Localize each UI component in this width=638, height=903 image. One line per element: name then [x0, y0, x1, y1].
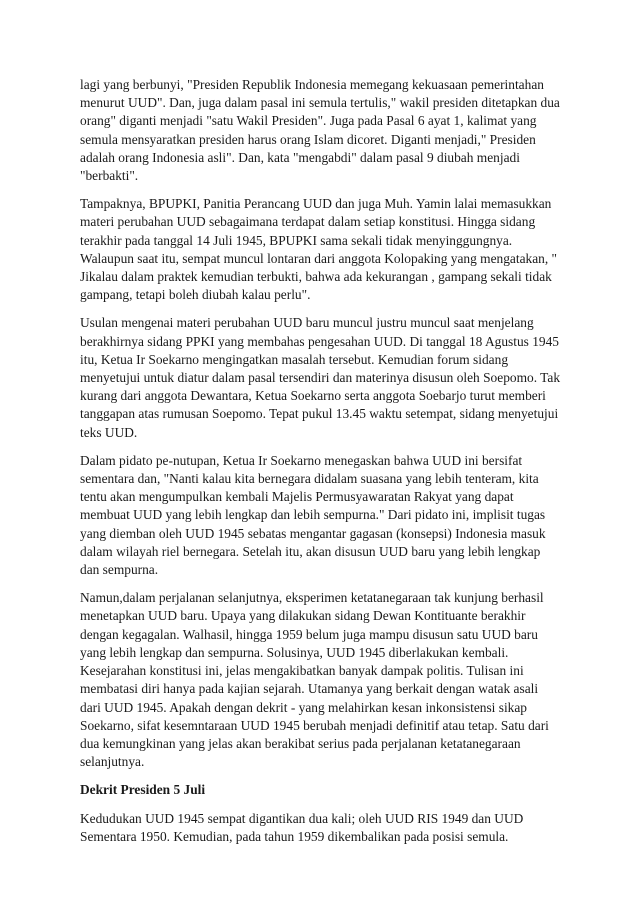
paragraph-2: Tampaknya, BPUPKI, Panitia Perancang UUD dan juga Muh. Yamin lalai memasukkan materi perubahan UUD sebagaimana terdapat dalam setiap konstitusi. Hingga sidang terakhir pada tanggal 14 Juli 1945, BPUPKI sama sekali tidak menyinggungnya. Walaupun saat itu, sempat muncul lontaran dari anggota Kolopaking yang mengatakan, " Jikalau dalam praktek kemudian terbukti, bahwa ada kekurangan , gampang sekali tidak gampang, tetapi boleh diubah kalau perlu". — [80, 196, 558, 303]
document-page — [80, 76, 562, 856]
paragraph-1: lagi yang berbunyi, "Presiden Republik Indonesia memegang kekuasaan pemerintahan menurut UUD". Dan, juga dalam pasal ini semula tertulis," wakil presiden ditetapkan dua orang" diganti menjadi "satu Wakil Presiden". Juga pada Pasal 6 ayat 1, kalimat yang semula mensyaratkan presiden harus orang Islam dicoret. Diganti menjadi," Presiden adalah orang Indonesia asli". Dan, kata "mengabdi" dalam pasal 9 diubah menjadi "berbakti". — [80, 77, 560, 184]
paragraph-6: Kedudukan UUD 1945 sempat digantikan dua kali; oleh UUD RIS 1949 dan UUD Sementara 1950. Kemudian, pada tahun 1959 dikembalikan pada posisi semula. — [80, 810, 524, 844]
paragraph-5: Namun,dalam perjalanan selanjutnya, eksperimen ketatanegaraan tak kunjung berhasil menetapkan UUD baru. Upaya yang dilakukan sidang Dewan Kontituante berakhir dengan kegagalan. Walhasil, hingga 1959 belum juga mampu disusun satu UUD baru yang lebih lengkap dan sempurna. Solusinya, UUD 1945 diberlakukan kembali. Kesejarahan konstitusi ini, jelas mengakibatkan banyak dampak politis. Tulisan ini membatasi diri hanya pada kajian sejarah. Utamanya yang berkait dengan watak asali dari UUD 1945. Apakah dengan dekrit - yang melahirkan kesan inkonsistensi sikap Soekarno, sifat kesemntaraan UUD 1945 berubah menjadi definitif atau tetap. Satu dari dua kemungkinan yang jelas akan berakibat serius pada perjalanan ketatanegaraan selanjutnya. — [80, 590, 549, 770]
paragraph-3: Usulan mengenai materi perubahan UUD baru muncul justru muncul saat menjelang berakhirnya sidang PPKI yang membahas pengesahan UUD. Di tanggal 18 Agustus 1945 itu, Ketua Ir Soekarno mengingatkan masalah tersebut. Kemudian forum sidang menyetujui untuk diatur dalam pasal tersendiri dan materinya disusun oleh Soepomo. Tak kurang dari anggota Dewantara, Ketua Soekarno serta anggota Soebarjo turut memberi tanggapan atas rumusan Soepomo. Tepat pukul 13.45 waktu setempat, sidang menyetujui teks UUD. — [80, 315, 561, 440]
section-heading: Dekrit Presiden 5 Juli — [80, 782, 206, 798]
paragraph-4: Dalam pidato pe-nutupan, Ketua Ir Soekarno menegaskan bahwa UUD ini bersifat sementara dan, "Nanti kalau kita bernegara didalam suasana yang lebih tenteram, kita tentu akan mengumpulkan kembali Majelis Permusyawaratan Rakyat yang dapat membuat UUD yang lebih lengkap dan lebih sempurna." Dari pidato ini, implisit tugas yang diemban oleh UUD 1945 sebatas mengantar gagasan (konsepsi) Indonesia masuk dalam wilayah riel bernegara. Setelah itu, akan disusun UUD baru yang lebih lengkap dan sempurna. — [80, 452, 546, 578]
